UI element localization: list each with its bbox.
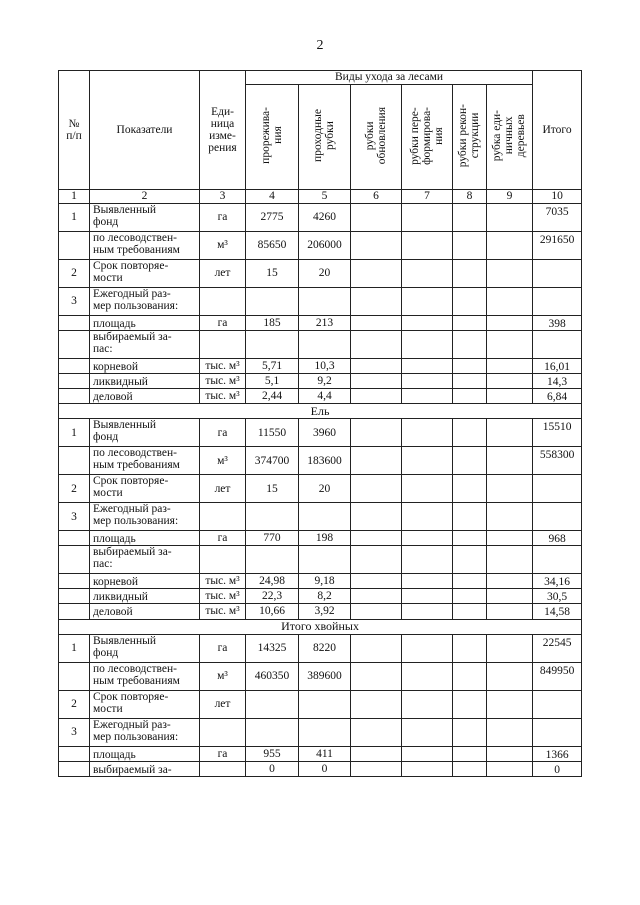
column-number: 10 [533,190,582,204]
section-title: Ель [59,404,582,419]
row-unit: га [200,634,246,662]
row-col-6 [351,746,402,761]
row-indicator: Срок повторяе- мости [90,260,200,288]
row-indicator: по лесоводствен- ным требованиям [90,447,200,475]
row-passage-cutting [299,546,351,574]
row-thinning: 11550 [246,419,299,447]
row-col-7 [402,662,453,690]
row-number [59,374,90,389]
header-care-types: Виды ухода за лесами [246,71,533,85]
row-indicator: Срок повторяе- мости [90,690,200,718]
header-col-9 [487,85,533,190]
row-indicator: Срок повторяе- мости [90,475,200,503]
row-col-8 [453,475,487,503]
row-col-9 [487,260,533,288]
row-total: 14,3 [533,374,582,389]
row-indicator: Ежегодный раз- мер пользования: [90,718,200,746]
row-thinning: 2775 [246,204,299,232]
row-col-7 [402,475,453,503]
row-col-9 [487,761,533,776]
row-col-7 [402,288,453,316]
row-col-7 [402,419,453,447]
row-total: 7035 [533,204,582,232]
row-unit: лет [200,260,246,288]
row-total: 0 [533,761,582,776]
row-col-7 [402,204,453,232]
row-indicator: корневой [90,359,200,374]
row-col-8 [453,746,487,761]
row-col-7 [402,232,453,260]
row-total [533,288,582,316]
row-unit: тыс. м³ [200,389,246,404]
row-unit: тыс. м³ [200,574,246,589]
row-col-9 [487,662,533,690]
row-number [59,359,90,374]
row-col-9 [487,447,533,475]
row-number [59,546,90,574]
row-col-8 [453,359,487,374]
row-unit: га [200,316,246,331]
row-passage-cutting: 213 [299,316,351,331]
table-row [59,604,582,619]
row-thinning: 14325 [246,634,299,662]
table-row [59,546,582,574]
row-indicator: площадь [90,316,200,331]
row-col-6 [351,761,402,776]
row-col-8 [453,718,487,746]
row-col-9 [487,232,533,260]
row-col-7 [402,761,453,776]
header-col-label: рубки пере- формирова- ния [408,106,446,165]
row-col-6 [351,316,402,331]
row-col-6 [351,389,402,404]
row-passage-cutting [299,690,351,718]
row-thinning: 85650 [246,232,299,260]
column-number: 4 [246,190,299,204]
row-col-9 [487,419,533,447]
row-col-7 [402,574,453,589]
row-col-8 [453,331,487,359]
row-number: 3 [59,718,90,746]
row-number [59,662,90,690]
table-row [59,260,582,288]
row-col-8 [453,260,487,288]
row-col-6 [351,690,402,718]
row-col-7 [402,531,453,546]
row-col-9 [487,546,533,574]
row-col-9 [487,204,533,232]
section-title: Итого хвойных [59,619,582,634]
header-total: Итого [533,71,582,190]
row-unit [200,546,246,574]
row-col-9 [487,359,533,374]
row-indicator: по лесоводствен- ным требованиям [90,662,200,690]
row-number [59,316,90,331]
row-thinning: 185 [246,316,299,331]
row-indicator: Выявленный фонд [90,634,200,662]
row-thinning: 5,1 [246,374,299,389]
row-col-9 [487,503,533,531]
row-unit: га [200,419,246,447]
row-col-8 [453,634,487,662]
row-col-7 [402,316,453,331]
row-col-9 [487,374,533,389]
header-col-8 [453,85,487,190]
row-number [59,604,90,619]
row-col-6 [351,589,402,604]
row-col-6 [351,475,402,503]
row-thinning [246,288,299,316]
row-indicator: выбираемый за- пас: [90,331,200,359]
row-unit: га [200,204,246,232]
header-col-5 [299,85,351,190]
row-number [59,531,90,546]
row-col-8 [453,447,487,475]
row-number: 1 [59,634,90,662]
row-number [59,389,90,404]
row-indicator: Ежегодный раз- мер пользования: [90,288,200,316]
row-passage-cutting: 4,4 [299,389,351,404]
row-passage-cutting: 3960 [299,419,351,447]
row-col-9 [487,690,533,718]
row-col-6 [351,260,402,288]
row-indicator: площадь [90,746,200,761]
table-row [59,419,582,447]
row-col-8 [453,389,487,404]
column-number: 9 [487,190,533,204]
row-total: 291650 [533,232,582,260]
row-unit [200,761,246,776]
row-col-6 [351,718,402,746]
row-col-7 [402,604,453,619]
header-col-label: проходные рубки [312,109,337,162]
column-number: 7 [402,190,453,204]
row-col-9 [487,331,533,359]
row-passage-cutting: 20 [299,260,351,288]
row-indicator: Выявленный фонд [90,204,200,232]
column-number: 3 [200,190,246,204]
row-col-7 [402,389,453,404]
row-indicator: выбираемый за- пас: [90,546,200,574]
row-passage-cutting [299,718,351,746]
row-passage-cutting: 9,18 [299,574,351,589]
row-col-7 [402,546,453,574]
row-total [533,331,582,359]
row-total [533,503,582,531]
table-row [59,531,582,546]
row-thinning: 460350 [246,662,299,690]
row-passage-cutting: 0 [299,761,351,776]
row-thinning [246,718,299,746]
table-row [59,374,582,389]
row-unit: га [200,531,246,546]
row-col-9 [487,475,533,503]
row-unit: м³ [200,447,246,475]
row-thinning [246,690,299,718]
row-col-8 [453,204,487,232]
row-unit: м³ [200,232,246,260]
row-total: 6,84 [533,389,582,404]
table-row [59,634,582,662]
row-number [59,574,90,589]
column-number: 5 [299,190,351,204]
table-row [59,690,582,718]
row-passage-cutting: 3,92 [299,604,351,619]
row-col-7 [402,690,453,718]
row-number [59,761,90,776]
row-passage-cutting [299,331,351,359]
row-col-7 [402,331,453,359]
row-indicator: ликвидный [90,589,200,604]
column-number: 6 [351,190,402,204]
row-passage-cutting: 198 [299,531,351,546]
forest-care-table [58,70,582,777]
row-thinning: 374700 [246,447,299,475]
row-thinning: 5,71 [246,359,299,374]
row-total: 398 [533,316,582,331]
row-total [533,546,582,574]
row-thinning: 0 [246,761,299,776]
row-col-6 [351,204,402,232]
header-col-4 [246,85,299,190]
row-thinning: 24,98 [246,574,299,589]
row-total: 14,58 [533,604,582,619]
row-col-8 [453,546,487,574]
row-indicator: Выявленный фонд [90,419,200,447]
row-indicator: деловой [90,389,200,404]
row-col-9 [487,288,533,316]
row-number [59,447,90,475]
row-col-6 [351,531,402,546]
column-number: 2 [90,190,200,204]
row-passage-cutting: 20 [299,475,351,503]
row-unit: лет [200,690,246,718]
row-indicator: деловой [90,604,200,619]
row-indicator: по лесоводствен- ным требованиям [90,232,200,260]
row-col-9 [487,389,533,404]
row-col-9 [487,718,533,746]
header-col-label: прорежива- ния [259,107,284,164]
row-thinning: 15 [246,475,299,503]
row-col-8 [453,690,487,718]
row-col-6 [351,574,402,589]
row-passage-cutting: 206000 [299,232,351,260]
row-col-6 [351,546,402,574]
row-total: 558300 [533,447,582,475]
table-row [59,389,582,404]
row-total: 22545 [533,634,582,662]
row-col-6 [351,662,402,690]
row-unit [200,331,246,359]
row-col-8 [453,374,487,389]
row-passage-cutting: 8,2 [299,589,351,604]
row-col-8 [453,419,487,447]
row-number: 3 [59,288,90,316]
row-unit [200,503,246,531]
row-col-9 [487,316,533,331]
row-number: 2 [59,475,90,503]
row-number [59,589,90,604]
row-col-8 [453,604,487,619]
row-col-7 [402,589,453,604]
header-col-label: рубки рекон- струкции [457,103,482,168]
row-col-8 [453,316,487,331]
row-col-6 [351,604,402,619]
table-row [59,503,582,531]
row-total [533,260,582,288]
row-col-8 [453,503,487,531]
header-col-6 [351,85,402,190]
row-col-6 [351,447,402,475]
row-passage-cutting [299,288,351,316]
row-total: 15510 [533,419,582,447]
row-col-8 [453,589,487,604]
header-col-7 [402,85,453,190]
row-total [533,718,582,746]
column-number: 1 [59,190,90,204]
row-col-9 [487,589,533,604]
row-unit [200,718,246,746]
row-thinning: 10,66 [246,604,299,619]
row-total: 16,01 [533,359,582,374]
row-col-7 [402,746,453,761]
row-col-6 [351,232,402,260]
row-thinning [246,503,299,531]
row-number: 3 [59,503,90,531]
page-number: 2 [316,38,324,53]
table-row [59,718,582,746]
row-total: 849950 [533,662,582,690]
row-number: 2 [59,690,90,718]
row-col-6 [351,359,402,374]
row-col-8 [453,662,487,690]
table-row [59,574,582,589]
row-col-7 [402,374,453,389]
row-col-7 [402,447,453,475]
row-col-9 [487,574,533,589]
row-number: 1 [59,204,90,232]
header-unit: Еди- ница изме- рения [200,71,246,190]
row-thinning [246,331,299,359]
header-no: № п/п [59,71,90,190]
row-total: 968 [533,531,582,546]
table-row [59,662,582,690]
table-row [59,746,582,761]
row-total [533,475,582,503]
row-col-9 [487,531,533,546]
row-thinning: 770 [246,531,299,546]
row-unit: тыс. м³ [200,604,246,619]
row-passage-cutting: 10,3 [299,359,351,374]
row-passage-cutting: 411 [299,746,351,761]
table-row [59,331,582,359]
row-number [59,232,90,260]
column-number: 8 [453,190,487,204]
row-col-6 [351,331,402,359]
row-indicator: корневой [90,574,200,589]
table-row [59,761,582,776]
row-col-9 [487,634,533,662]
row-passage-cutting [299,503,351,531]
row-unit: м³ [200,662,246,690]
row-unit [200,288,246,316]
row-col-6 [351,374,402,389]
row-number: 1 [59,419,90,447]
row-col-7 [402,634,453,662]
row-thinning: 2,44 [246,389,299,404]
row-indicator: Ежегодный раз- мер пользования: [90,503,200,531]
row-thinning: 15 [246,260,299,288]
row-col-8 [453,288,487,316]
row-col-9 [487,604,533,619]
row-col-6 [351,503,402,531]
row-total: 30,5 [533,589,582,604]
row-passage-cutting: 4260 [299,204,351,232]
row-col-6 [351,419,402,447]
row-passage-cutting: 8220 [299,634,351,662]
table-row [59,447,582,475]
row-col-8 [453,232,487,260]
row-unit: тыс. м³ [200,374,246,389]
row-number [59,746,90,761]
row-indicator: площадь [90,531,200,546]
table-row [59,204,582,232]
row-passage-cutting: 9,2 [299,374,351,389]
row-col-8 [453,531,487,546]
table-row [59,288,582,316]
row-col-8 [453,761,487,776]
row-col-9 [487,746,533,761]
row-total: 34,16 [533,574,582,589]
row-thinning [246,546,299,574]
row-indicator: ликвидный [90,374,200,389]
row-col-6 [351,634,402,662]
row-indicator: выбираемый за- [90,761,200,776]
row-total: 1366 [533,746,582,761]
row-col-7 [402,359,453,374]
row-unit: тыс. м³ [200,589,246,604]
table-row [59,475,582,503]
row-number [59,331,90,359]
row-unit: лет [200,475,246,503]
table-row [59,316,582,331]
table-row [59,359,582,374]
row-number: 2 [59,260,90,288]
row-unit: га [200,746,246,761]
header-col-label: рубки обновления [363,106,388,165]
row-col-8 [453,574,487,589]
row-thinning: 955 [246,746,299,761]
row-passage-cutting: 183600 [299,447,351,475]
row-col-7 [402,718,453,746]
header-indicators: Показатели [90,71,200,190]
row-passage-cutting: 389600 [299,662,351,690]
row-col-6 [351,288,402,316]
row-col-7 [402,503,453,531]
row-col-7 [402,260,453,288]
row-unit: тыс. м³ [200,359,246,374]
row-thinning: 22,3 [246,589,299,604]
row-total [533,690,582,718]
table-row [59,232,582,260]
header-col-label: рубка еди- ничных деревьев [491,109,528,162]
table-row [59,589,582,604]
